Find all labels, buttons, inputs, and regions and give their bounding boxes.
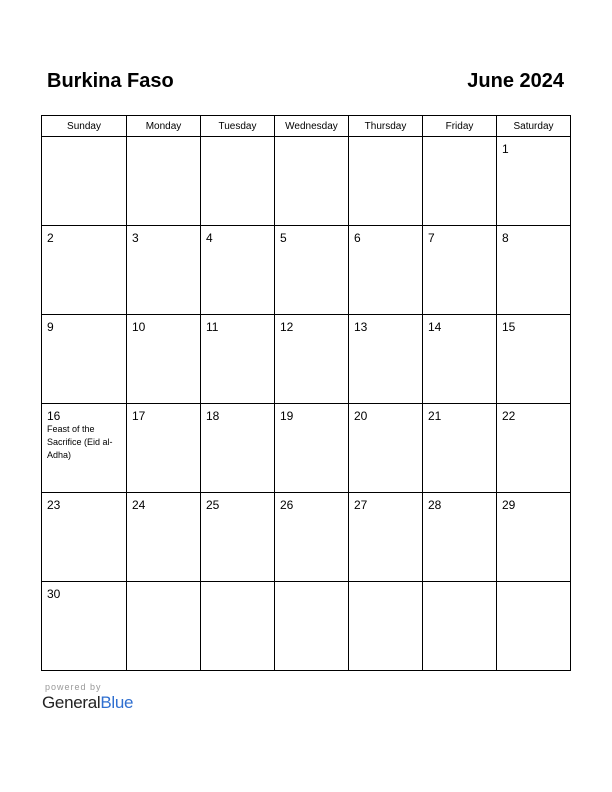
day-cell: [127, 582, 201, 671]
day-number: 1: [502, 142, 509, 156]
day-cell: [497, 137, 571, 226]
day-number: 15: [502, 320, 516, 334]
day-number: 27: [354, 498, 368, 512]
day-cell: [42, 226, 127, 315]
day-cell: [127, 493, 201, 582]
day-number: 30: [47, 587, 61, 601]
day-cell: [201, 226, 275, 315]
day-cell: [349, 226, 423, 315]
day-cell: [275, 226, 349, 315]
day-cell: [42, 315, 127, 404]
day-cell: [497, 493, 571, 582]
day-number: 10: [132, 320, 146, 334]
day-cell: [275, 404, 349, 493]
day-number: 26: [280, 498, 294, 512]
day-cell: [42, 404, 127, 493]
day-number: 8: [502, 231, 509, 245]
day-cell: [423, 226, 497, 315]
day-number: 18: [206, 409, 220, 423]
day-cell: [497, 226, 571, 315]
day-number: 20: [354, 409, 368, 423]
day-number: 21: [428, 409, 442, 423]
day-number: 23: [47, 498, 61, 512]
day-cell: [423, 315, 497, 404]
day-number: 6: [354, 231, 361, 245]
day-cell: [275, 582, 349, 671]
day-number: 16: [47, 409, 61, 423]
day-number: 19: [280, 409, 294, 423]
weekday-tuesday: Tuesday: [201, 116, 275, 137]
header-month: June 2024: [467, 70, 564, 92]
day-cell: [201, 493, 275, 582]
day-cell: [423, 493, 497, 582]
day-cell: [127, 404, 201, 493]
week-row: [42, 137, 571, 226]
day-number: 9: [47, 320, 54, 334]
day-cell: [42, 137, 127, 226]
day-number: 7: [428, 231, 435, 245]
day-cell: [201, 315, 275, 404]
weekday-thursday: Thursday: [349, 116, 423, 137]
weekday-friday: Friday: [423, 116, 497, 137]
weekday-monday: Monday: [127, 116, 201, 137]
week-row: [42, 582, 571, 671]
day-number: 11: [206, 320, 219, 334]
day-cell: [275, 493, 349, 582]
day-cell: [423, 582, 497, 671]
day-cell: [497, 315, 571, 404]
day-cell: [349, 315, 423, 404]
week-row: [42, 404, 571, 493]
day-cell: [201, 582, 275, 671]
week-row: [42, 315, 571, 404]
day-number: 17: [132, 409, 146, 423]
day-number: 24: [132, 498, 146, 512]
day-cell: [201, 404, 275, 493]
day-number: 14: [428, 320, 442, 334]
day-cell: [349, 493, 423, 582]
day-cell: [127, 137, 201, 226]
generalblue-logo[interactable]: [42, 693, 133, 713]
day-number: 4: [206, 231, 213, 245]
day-cell: [127, 315, 201, 404]
day-number: 5: [280, 231, 287, 245]
header-country: Burkina Faso: [47, 70, 174, 92]
day-cell: [42, 493, 127, 582]
weekday-saturday: Saturday: [497, 116, 571, 137]
week-row: [42, 493, 571, 582]
day-number: 13: [354, 320, 368, 334]
weekday-header-row: [42, 116, 571, 137]
day-cell: [201, 137, 275, 226]
day-number: 25: [206, 498, 220, 512]
day-cell: [349, 582, 423, 671]
brand-general-text: General: [42, 693, 101, 712]
day-cell: [127, 226, 201, 315]
weekday-wednesday: Wednesday: [275, 116, 349, 137]
weekday-sunday: Sunday: [42, 116, 127, 137]
day-number: 28: [428, 498, 442, 512]
day-cell: [497, 404, 571, 493]
calendar-grid: [41, 115, 571, 671]
day-cell: [275, 137, 349, 226]
holiday-label: Feast of the Sacrifice (Eid al-Adha): [47, 424, 113, 460]
week-row: [42, 226, 571, 315]
day-cell: [275, 315, 349, 404]
day-number: 22: [502, 409, 516, 423]
day-number: 3: [132, 231, 139, 245]
day-number: 2: [47, 231, 54, 245]
day-cell: [349, 137, 423, 226]
day-cell: [349, 404, 423, 493]
brand-blue-text: Blue: [100, 693, 134, 712]
day-number: 12: [280, 320, 294, 334]
day-cell: [423, 137, 497, 226]
day-cell: [497, 582, 571, 671]
day-cell: [42, 582, 127, 671]
powered-by-label: powered by: [45, 682, 102, 692]
day-number: 29: [502, 498, 516, 512]
day-cell: [423, 404, 497, 493]
